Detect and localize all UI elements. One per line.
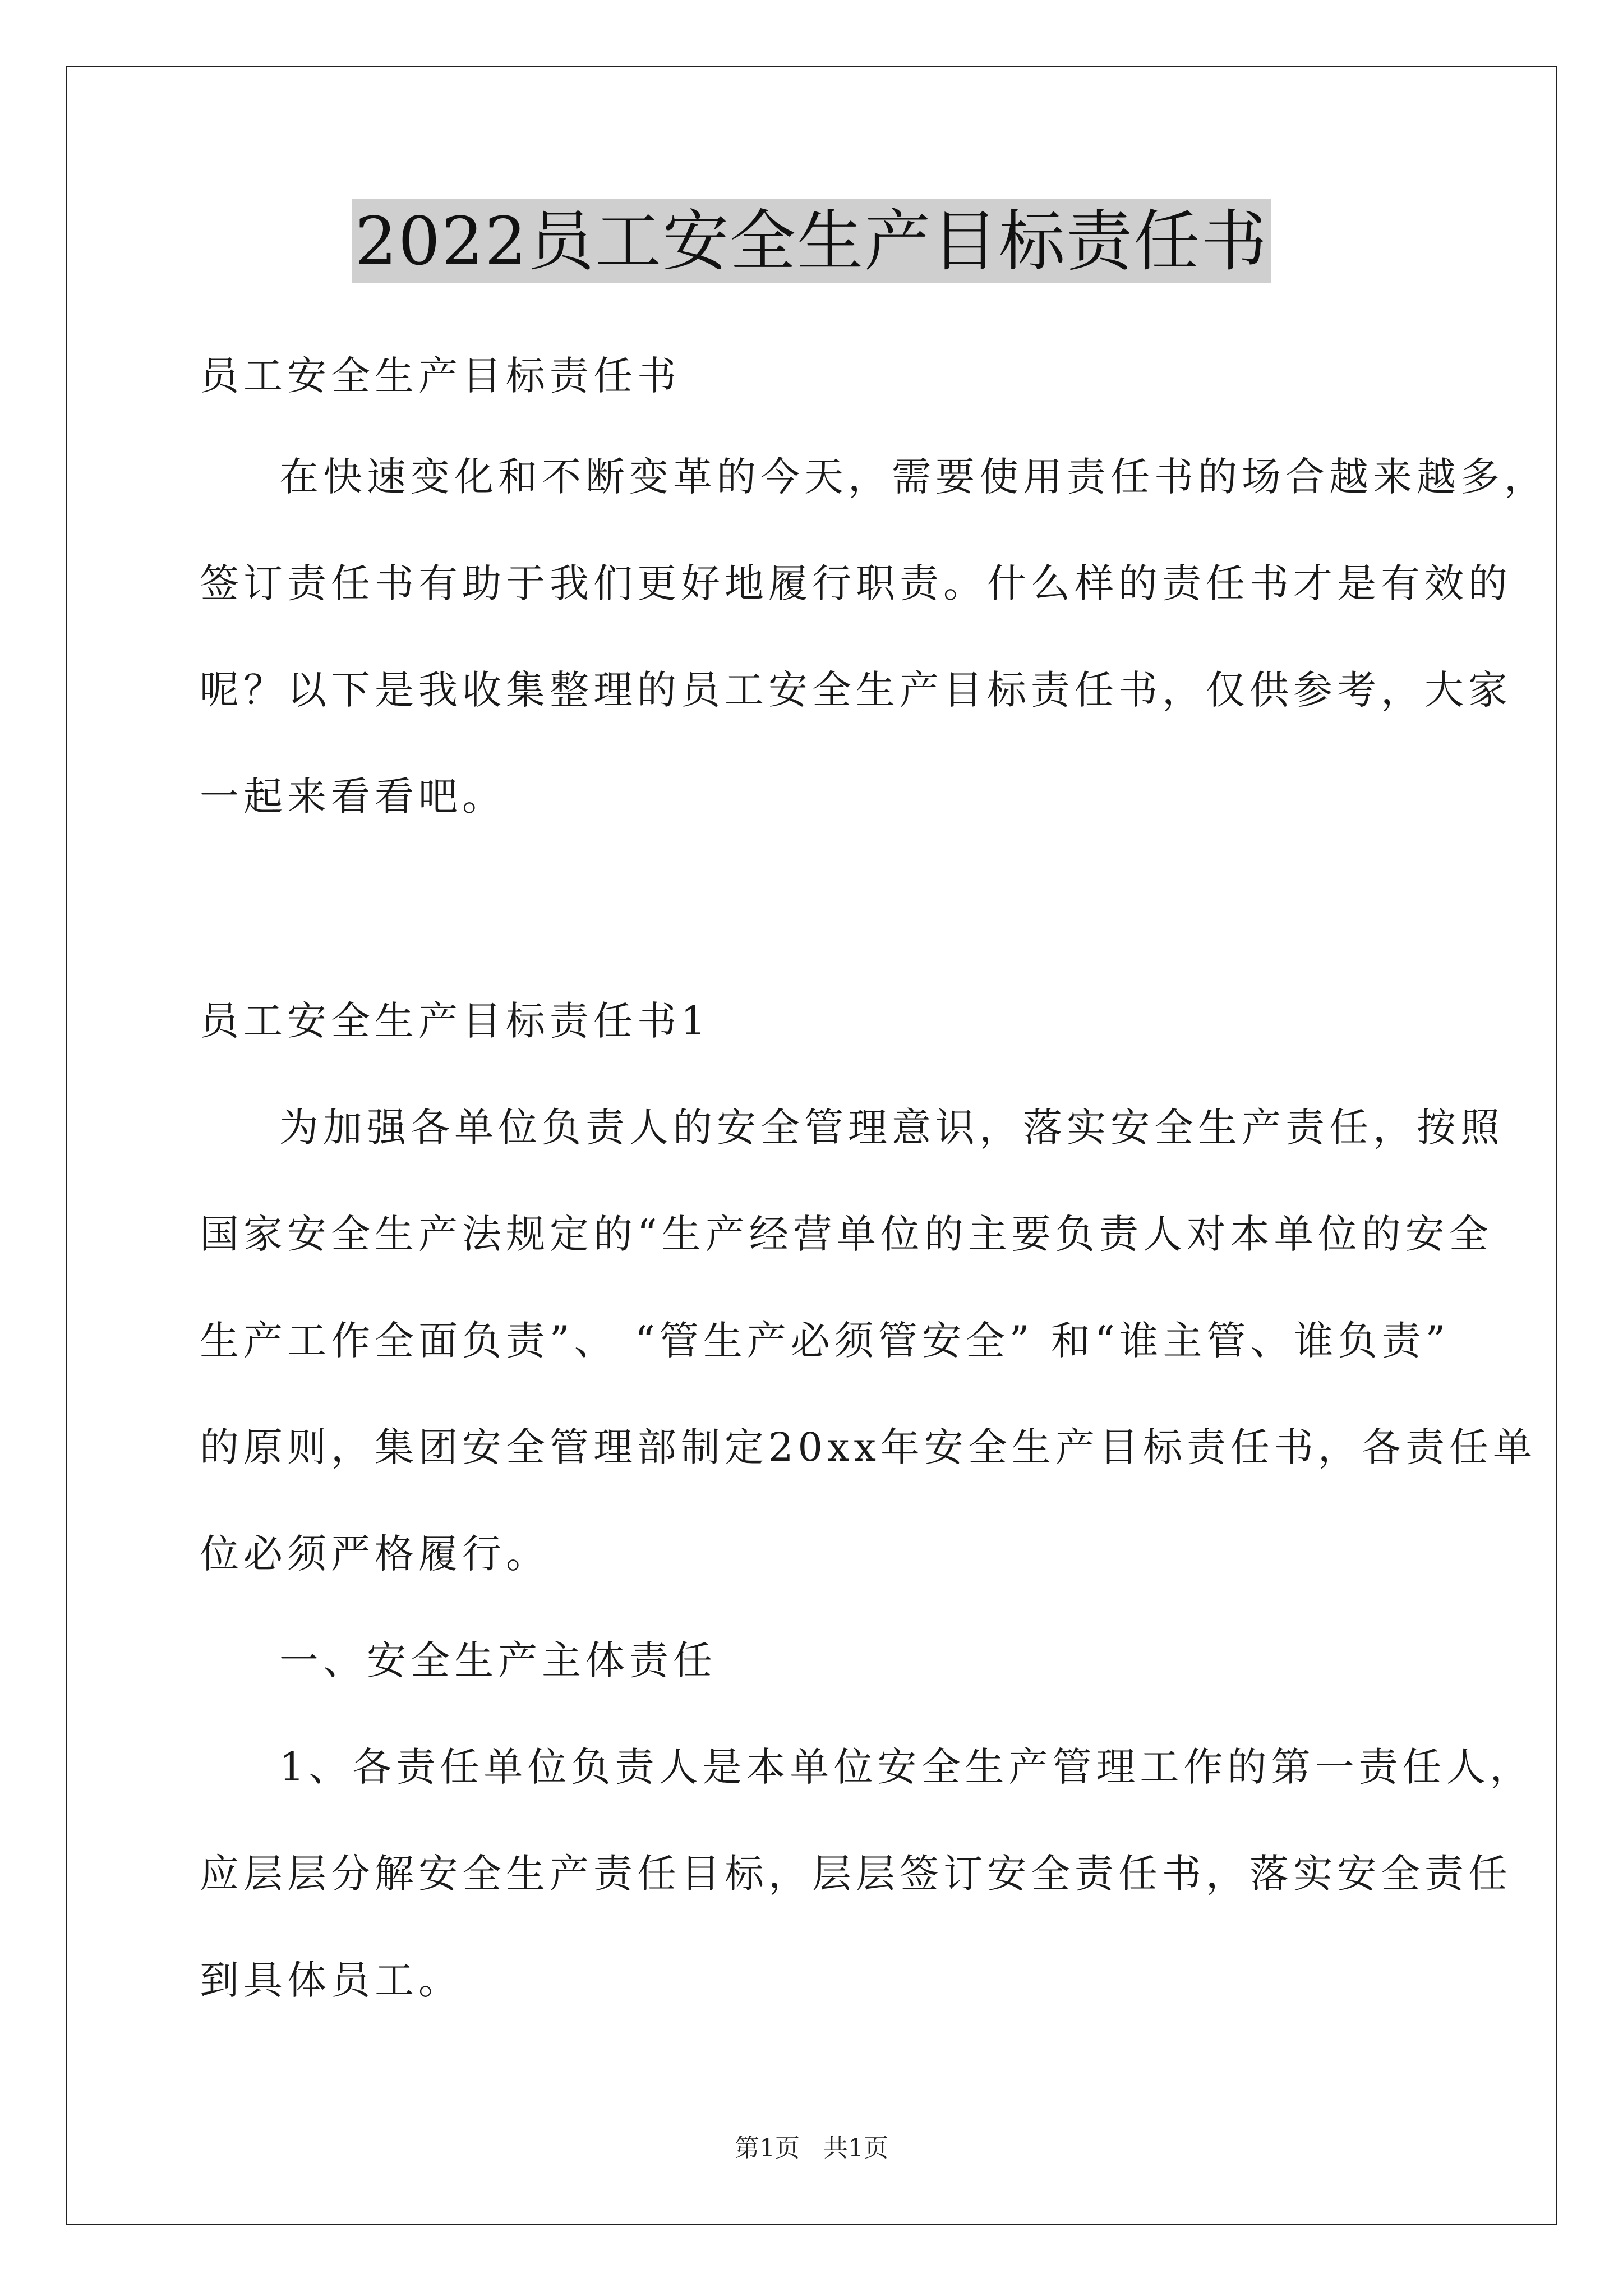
subsection-heading: 一、安全生产主体责任 xyxy=(279,1637,717,1683)
paragraph-line: 国家安全生产法规定的“生产经营单位的主要负责人对本单位的安全 xyxy=(200,1211,1493,1257)
paragraph-line: 的原则，集团安全管理部制定20xx年安全生产目标责任书，各责任单 xyxy=(200,1424,1537,1470)
paragraph-line: 一起来看看吧。 xyxy=(200,774,506,820)
paragraph-line: 在快速变化和不断变革的今天，需要使用责任书的场合越来越多， xyxy=(279,454,1548,500)
page-footer xyxy=(0,2132,1623,2165)
title-container xyxy=(0,199,1623,283)
paragraph-line: 生产工作全面负责”、 “管生产必须管安全” 和“谁主管、谁负责” xyxy=(200,1318,1450,1364)
paragraph-line: 位必须严格履行。 xyxy=(200,1531,550,1577)
paragraph-line: 签订责任书有助于我们更好地履行职责。什么样的责任书才是有效的 xyxy=(200,560,1512,606)
paragraph-line: 1、各责任单位负责人是本单位安全生产管理工作的第一责任人， xyxy=(279,1744,1534,1790)
page-total: 共1页 xyxy=(823,2134,888,2162)
section-heading: 员工安全生产目标责任书1 xyxy=(200,998,711,1044)
page-number: 第1页 xyxy=(735,2134,800,2162)
paragraph-line: 呢？以下是我收集整理的员工安全生产目标责任书，仅供参考，大家 xyxy=(200,667,1512,713)
document-title: 2022员工安全生产目标责任书 xyxy=(352,199,1271,283)
paragraph-line: 为加强各单位负责人的安全管理意识，落实安全生产责任，按照 xyxy=(279,1105,1504,1151)
section-heading: 员工安全生产目标责任书 xyxy=(200,353,681,399)
paragraph-line: 到具体员工。 xyxy=(200,1957,462,2003)
paragraph-line: 应层层分解安全生产责任目标，层层签订安全责任书，落实安全责任 xyxy=(200,1851,1512,1897)
